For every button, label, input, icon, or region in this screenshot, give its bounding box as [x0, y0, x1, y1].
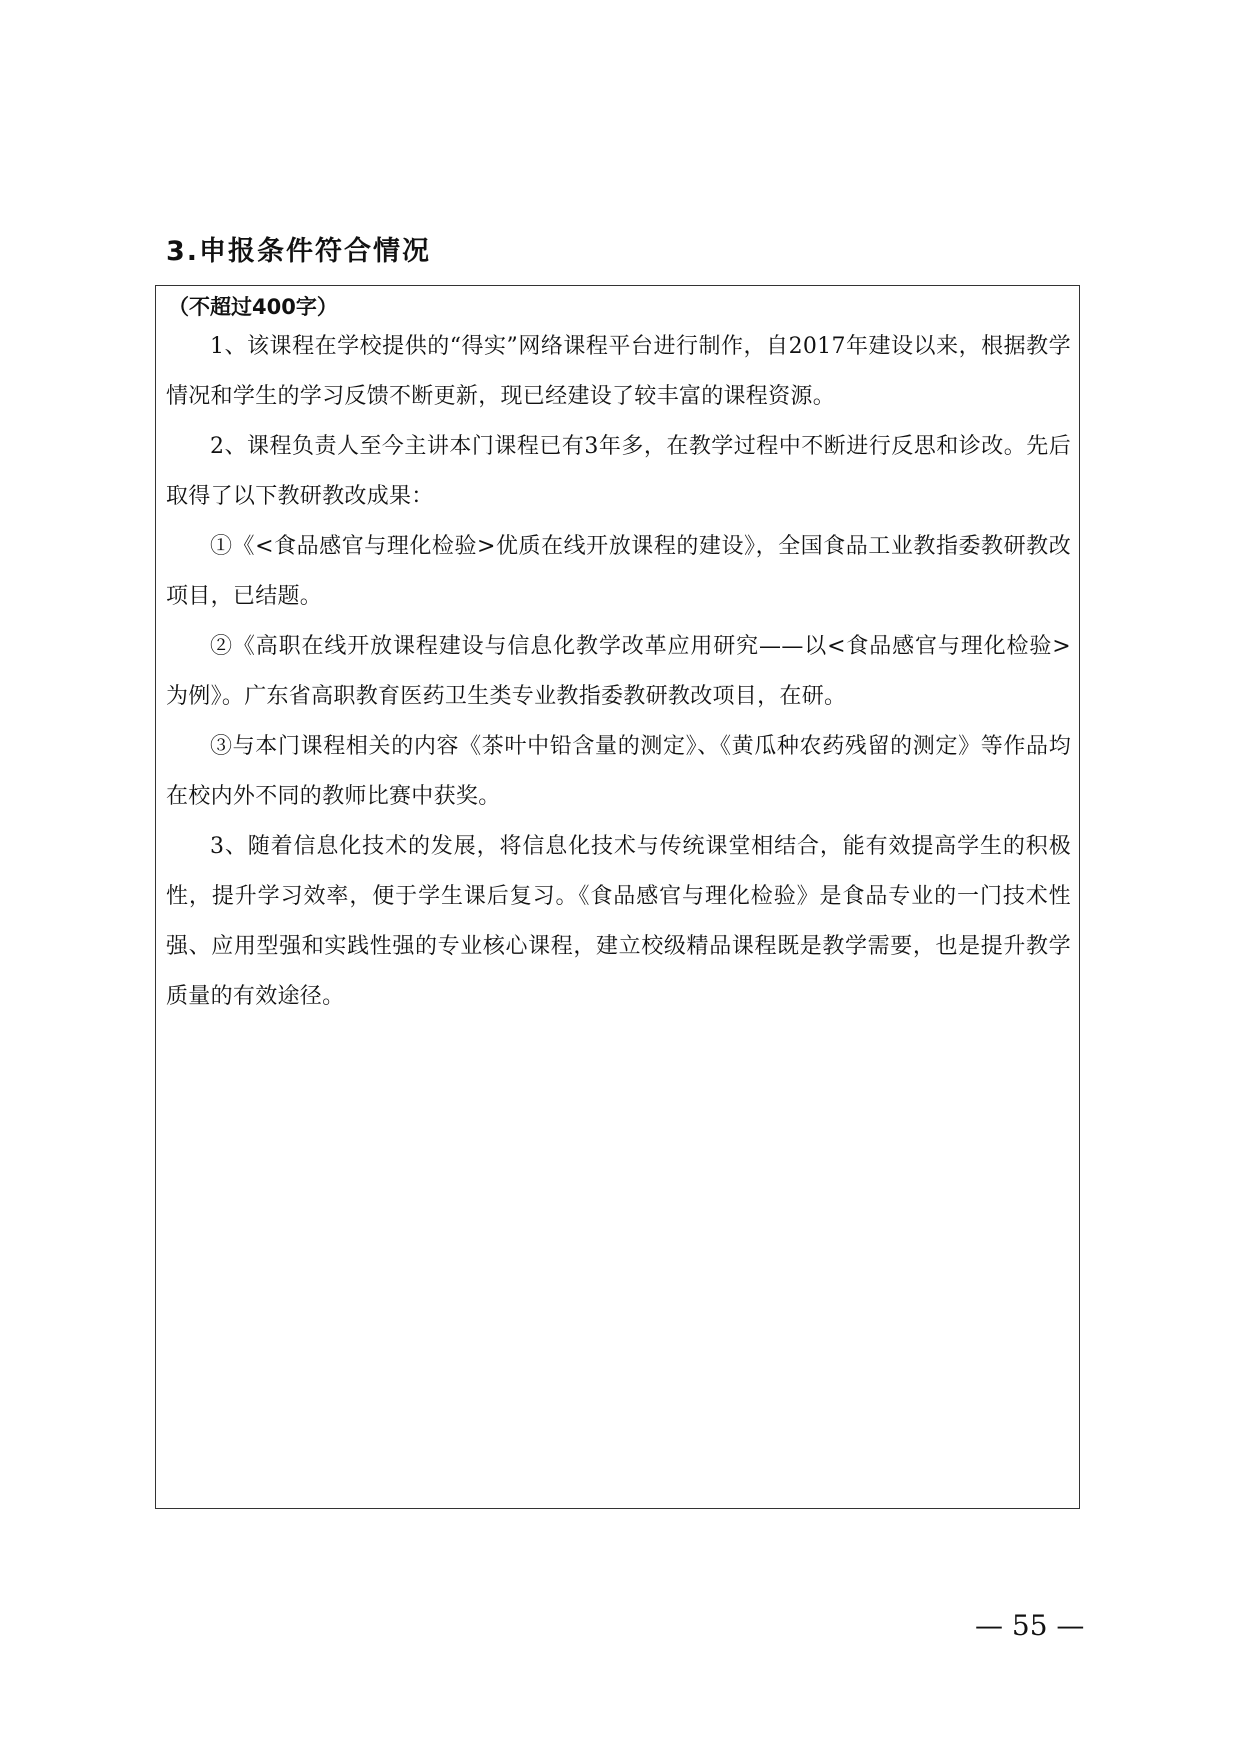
- word-limit-note: （不超过400字）: [168, 295, 338, 319]
- body-text: [166, 322, 1071, 1022]
- section-heading: 3.申报条件符合情况: [166, 236, 432, 267]
- paragraph-3: ①《<食品感官与理化检验>优质在线开放课程的建设》，全国食品工业教指委教研教改项目，已结题。: [166, 534, 1071, 609]
- paragraph-1: 1、该课程在学校提供的“得实”网络课程平台进行制作，自2017年建设以来，根据教学情况和学生的学习反馈不断更新，现已经建设了较丰富的课程资源。: [166, 334, 1071, 409]
- content-box: [155, 285, 1080, 1509]
- paragraph-2: 2、课程负责人至今主讲本门课程已有3年多，在教学过程中不断进行反思和诊改。先后取得了以下教研教改成果：: [166, 434, 1071, 509]
- paragraph-5: ③与本门课程相关的内容《茶叶中铅含量的测定》、《黄瓜种农药残留的测定》等作品均在校内外不同的教师比赛中获奖。: [166, 734, 1071, 809]
- paragraph-6: 3、随着信息化技术的发展，将信息化技术与传统课堂相结合，能有效提高学生的积极性，提升学习效率，便于学生课后复习。《食品感官与理化检验》是食品专业的一门技术性强、应用型强和实践性强的专业核心课程，建立校级精品课程既是教学需要，也是提升教学质量的有效途径。: [166, 834, 1071, 1009]
- paragraph-4: ②《高职在线开放课程建设与信息化教学改革应用研究——以<食品感官与理化检验>为例》。广东省高职教育医药卫生类专业教指委教研教改项目，在研。: [166, 634, 1071, 709]
- page-number: — 55 —: [975, 1609, 1085, 1642]
